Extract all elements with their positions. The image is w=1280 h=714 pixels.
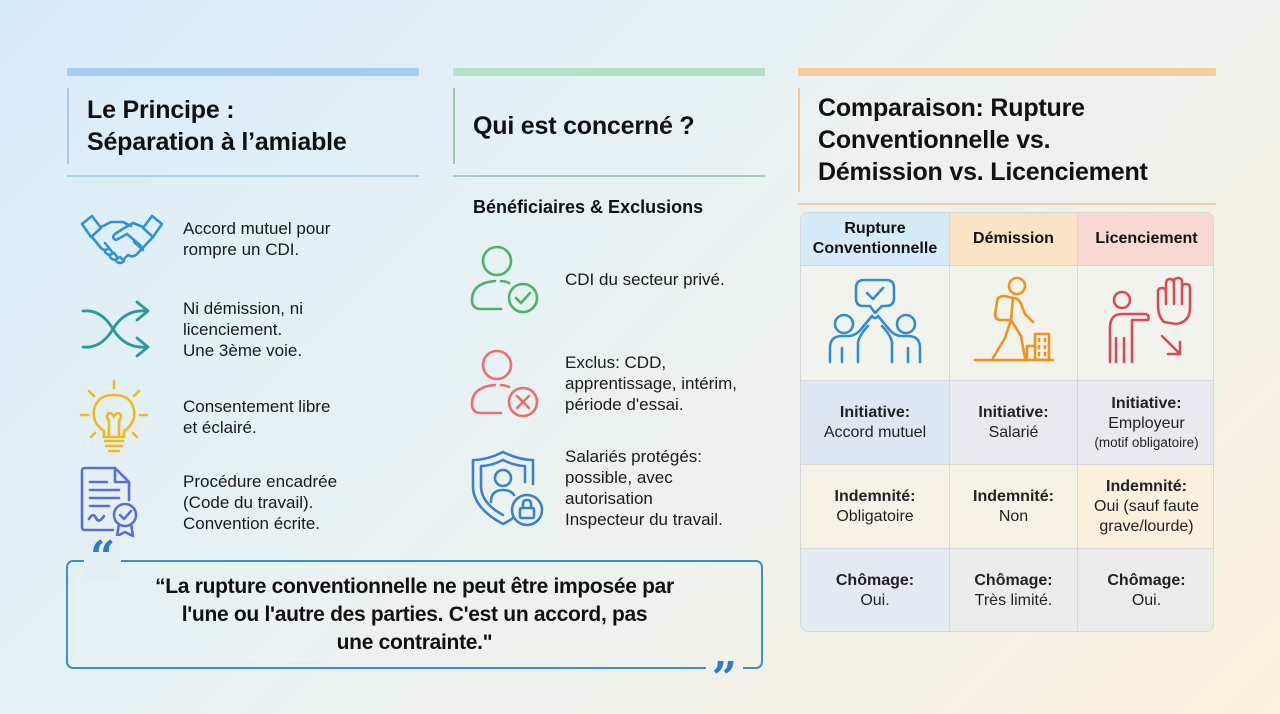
people-agreement-icon <box>826 276 924 370</box>
row-label: Chômage: <box>835 572 915 589</box>
crossing-arrows-icon <box>67 299 183 359</box>
row-label: Initiative: <box>978 403 1049 421</box>
text-line: licenciement. <box>183 319 283 339</box>
concerned-subtitle: Bénéficiaires & Exclusions <box>473 197 704 217</box>
principle-item-text <box>183 298 303 361</box>
principle-item-text <box>183 396 330 438</box>
text-line: Une 3ème voie. <box>183 340 303 360</box>
comparison-title-line: Conventionnelle vs. <box>818 126 1051 154</box>
row-label: Chômage: <box>1107 572 1186 589</box>
text-line: Procédure encadrée <box>183 471 338 491</box>
text-line: apprentissage, intérim, <box>565 373 737 393</box>
user-check-icon <box>453 243 565 315</box>
concerned-section <box>453 68 765 542</box>
principle-item-text <box>183 471 337 534</box>
concerned-header <box>453 88 765 164</box>
chomage-rupture-cell <box>801 549 950 632</box>
text-line: (Code du travail). <box>183 492 314 512</box>
principle-item-third-way <box>67 281 419 377</box>
initiative-demission-cell <box>950 381 1078 465</box>
text-line: Inspecteur du travail. <box>565 510 723 529</box>
header-line: Conventionnelle <box>812 240 938 257</box>
comparison-header <box>798 88 1216 192</box>
cell-value: Salarié <box>988 423 1039 441</box>
cell-value: grave/lourde) <box>1099 517 1194 535</box>
comparison-table <box>800 212 1214 632</box>
principle-section <box>67 68 419 547</box>
concerned-divider <box>453 175 765 177</box>
comparison-title-line: Démission vs. Licenciement <box>818 158 1148 186</box>
concerned-accent-bar <box>453 68 765 76</box>
concerned-list <box>453 226 765 542</box>
text-line: Exclus: CDD, <box>565 352 667 372</box>
concerned-item-text <box>565 352 737 415</box>
user-x-icon <box>453 347 565 419</box>
column-header-rupture <box>801 213 950 266</box>
comparison-divider <box>798 203 1216 205</box>
person-dismissed-hand-icon <box>1102 276 1192 370</box>
principle-item-procedure <box>67 457 419 547</box>
principle-accent-bar <box>67 68 419 76</box>
quote-line: une contrainte." <box>336 630 493 654</box>
text-line: Ni démission, ni <box>183 298 303 318</box>
quote-line: “La rupture conventionnelle ne peut être imposée par <box>155 574 674 598</box>
indemnite-demission-cell <box>950 465 1078 549</box>
principle-item-text <box>183 218 330 260</box>
cell-value: Accord mutuel <box>823 423 927 441</box>
concerned-item-protected-employees <box>453 434 765 542</box>
text-line: rompre un CDI. <box>183 240 300 259</box>
concerned-item-exclusions <box>453 332 765 434</box>
comparison-title-line: Comparaison: Rupture <box>818 94 1085 122</box>
column-header-licenciement <box>1078 213 1214 266</box>
row-label: Initiative: <box>839 403 911 421</box>
cell-value-note: (motif obligatoire) <box>1094 435 1199 450</box>
text-line: Accord mutuel pour <box>183 219 331 238</box>
cell-value: Oui (sauf faute <box>1094 497 1199 515</box>
header-line: Démission <box>973 230 1054 247</box>
cell-value: Oui. <box>860 592 890 609</box>
text-line: Convention écrite. <box>183 513 321 533</box>
row-label: Indemnité: <box>1106 477 1187 495</box>
person-walking-away-icon <box>973 276 1055 370</box>
row-label: Indemnité: <box>834 487 916 505</box>
open-quote-icon: “ <box>84 536 121 580</box>
handshake-icon <box>67 210 183 268</box>
header-line: Rupture <box>844 220 906 237</box>
indemnite-licenciement-cell <box>1078 465 1214 549</box>
close-quote-icon: ” <box>706 657 743 701</box>
cell-value: Non <box>998 507 1029 525</box>
certified-document-icon <box>67 466 183 538</box>
demission-icon-cell <box>950 266 1078 381</box>
text-line: possible, avec <box>565 468 673 487</box>
concerned-title: Qui est concerné ? <box>473 112 695 140</box>
comparison-accent-bar <box>798 68 1216 76</box>
row-label: Initiative: <box>1111 395 1182 412</box>
text-line: autorisation <box>565 489 653 508</box>
lightbulb-icon <box>67 379 183 455</box>
chomage-demission-cell <box>950 549 1078 632</box>
text-line: et éclairé. <box>183 418 257 437</box>
principle-list <box>67 197 419 547</box>
quote-line: l'une ou l'autre des parties. C'est un accord, pas <box>181 602 648 626</box>
cell-value: Obligatoire <box>836 507 914 525</box>
principle-item-consent <box>67 377 419 457</box>
comparison-title <box>818 92 1148 188</box>
principle-header <box>67 88 419 164</box>
concerned-item-text <box>565 446 723 530</box>
licenciement-icon-cell <box>1078 266 1214 381</box>
initiative-rupture-cell <box>801 381 950 465</box>
text-line: CDI du secteur privé. <box>565 269 725 289</box>
text-line: Consentement libre <box>183 397 331 416</box>
principle-item-mutual-agreement <box>67 197 419 281</box>
principle-title-line2: Séparation à l’amiable <box>87 128 347 156</box>
quote-box <box>66 532 763 704</box>
concerned-item-beneficiaries <box>453 226 765 332</box>
principle-title-line1: Le Principe : <box>87 96 235 124</box>
rupture-icon-cell <box>801 266 950 381</box>
comparison-section <box>798 68 1216 205</box>
text-line: période d'essai. <box>565 394 684 414</box>
chomage-licenciement-cell <box>1078 549 1214 632</box>
principle-divider <box>67 175 419 177</box>
column-header-demission <box>950 213 1078 266</box>
row-label: Indemnité: <box>973 487 1054 505</box>
header-line: Licenciement <box>1095 230 1198 247</box>
row-label: Chômage: <box>974 572 1053 589</box>
cell-value: Très limité. <box>974 592 1053 609</box>
indemnite-rupture-cell <box>801 465 950 549</box>
cell-value: Employeur <box>1108 415 1185 432</box>
initiative-licenciement-cell <box>1078 381 1214 465</box>
quote-text <box>95 573 735 657</box>
principle-title <box>87 94 347 158</box>
cell-value: Oui. <box>1131 592 1162 609</box>
text-line: Salariés protégés: <box>565 447 703 466</box>
concerned-item-text <box>565 269 725 290</box>
shield-user-lock-icon <box>453 448 565 528</box>
